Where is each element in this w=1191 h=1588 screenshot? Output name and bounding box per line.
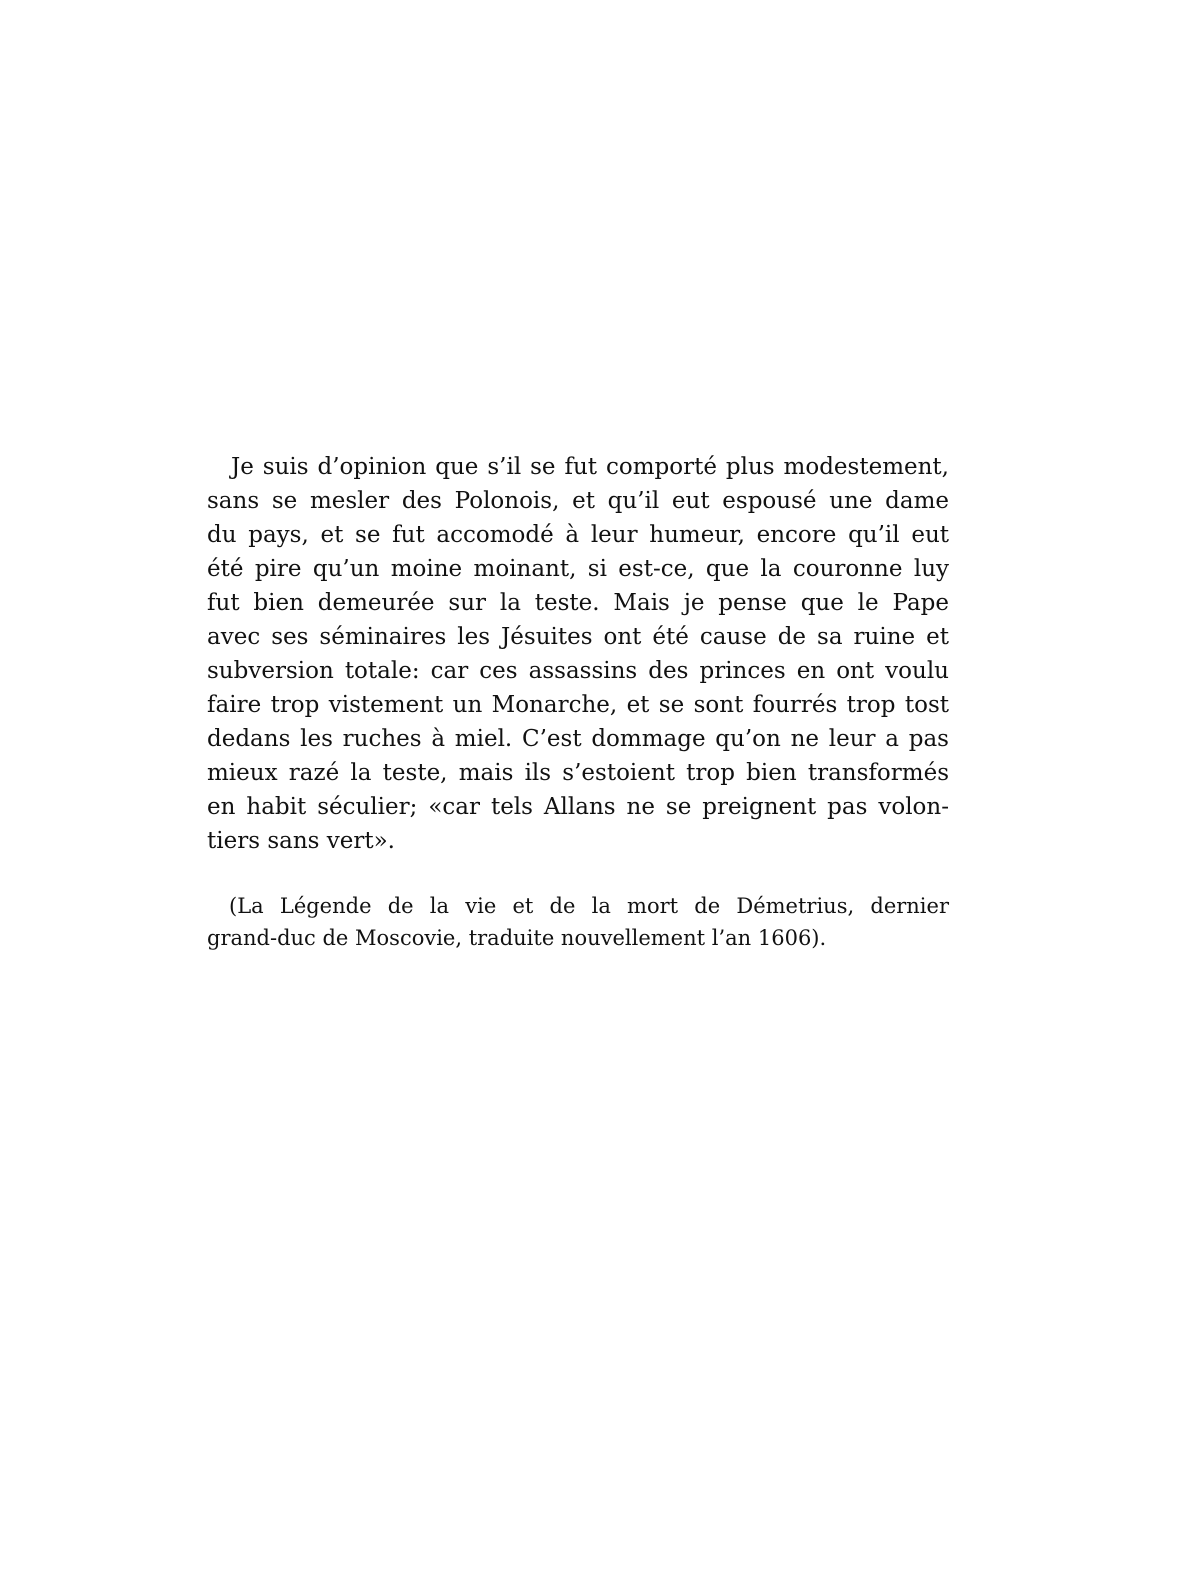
passage-line: avec ses séminaires les Jésuites ont été cause de sa ruine et <box>207 624 949 650</box>
source-citation <box>207 890 949 954</box>
passage-line: en habit séculier; «car tels Allans ne se preignent pas volon- <box>207 794 949 820</box>
passage-line: mieux razé la teste, mais ils s’estoient trop bien transformés <box>207 760 949 786</box>
passage-line: Je suis d’opinion que s’il se fut comporté plus modestement, <box>231 454 949 480</box>
passage-line: faire trop vistement un Monarche, et se sont fourrés trop tost <box>207 692 949 718</box>
passage-line: tiers sans vert». <box>207 828 395 854</box>
passage-line: fut bien demeurée sur la teste. Mais je pense que le Pape <box>207 590 949 616</box>
passage-line: été pire qu’un moine moinant, si est-ce, que la couronne luy <box>207 556 949 582</box>
passage-line: sans se mesler des Polonois, et qu’il eut espousé une dame <box>207 488 949 514</box>
passage-line: subversion totale: car ces assassins des princes en ont voulu <box>207 658 949 684</box>
quotation-passage <box>207 450 949 858</box>
citation-line: grand-duc de Moscovie, traduite nouvellement l’an 1606). <box>207 926 827 950</box>
citation-line: (La Légende de la vie et de la mort de Démetrius, dernier <box>229 894 949 918</box>
passage-line: du pays, et se fut accomodé à leur humeur, encore qu’il eut <box>207 522 949 548</box>
passage-line: dedans les ruches à miel. C’est dommage qu’on ne leur a pas <box>207 726 949 752</box>
